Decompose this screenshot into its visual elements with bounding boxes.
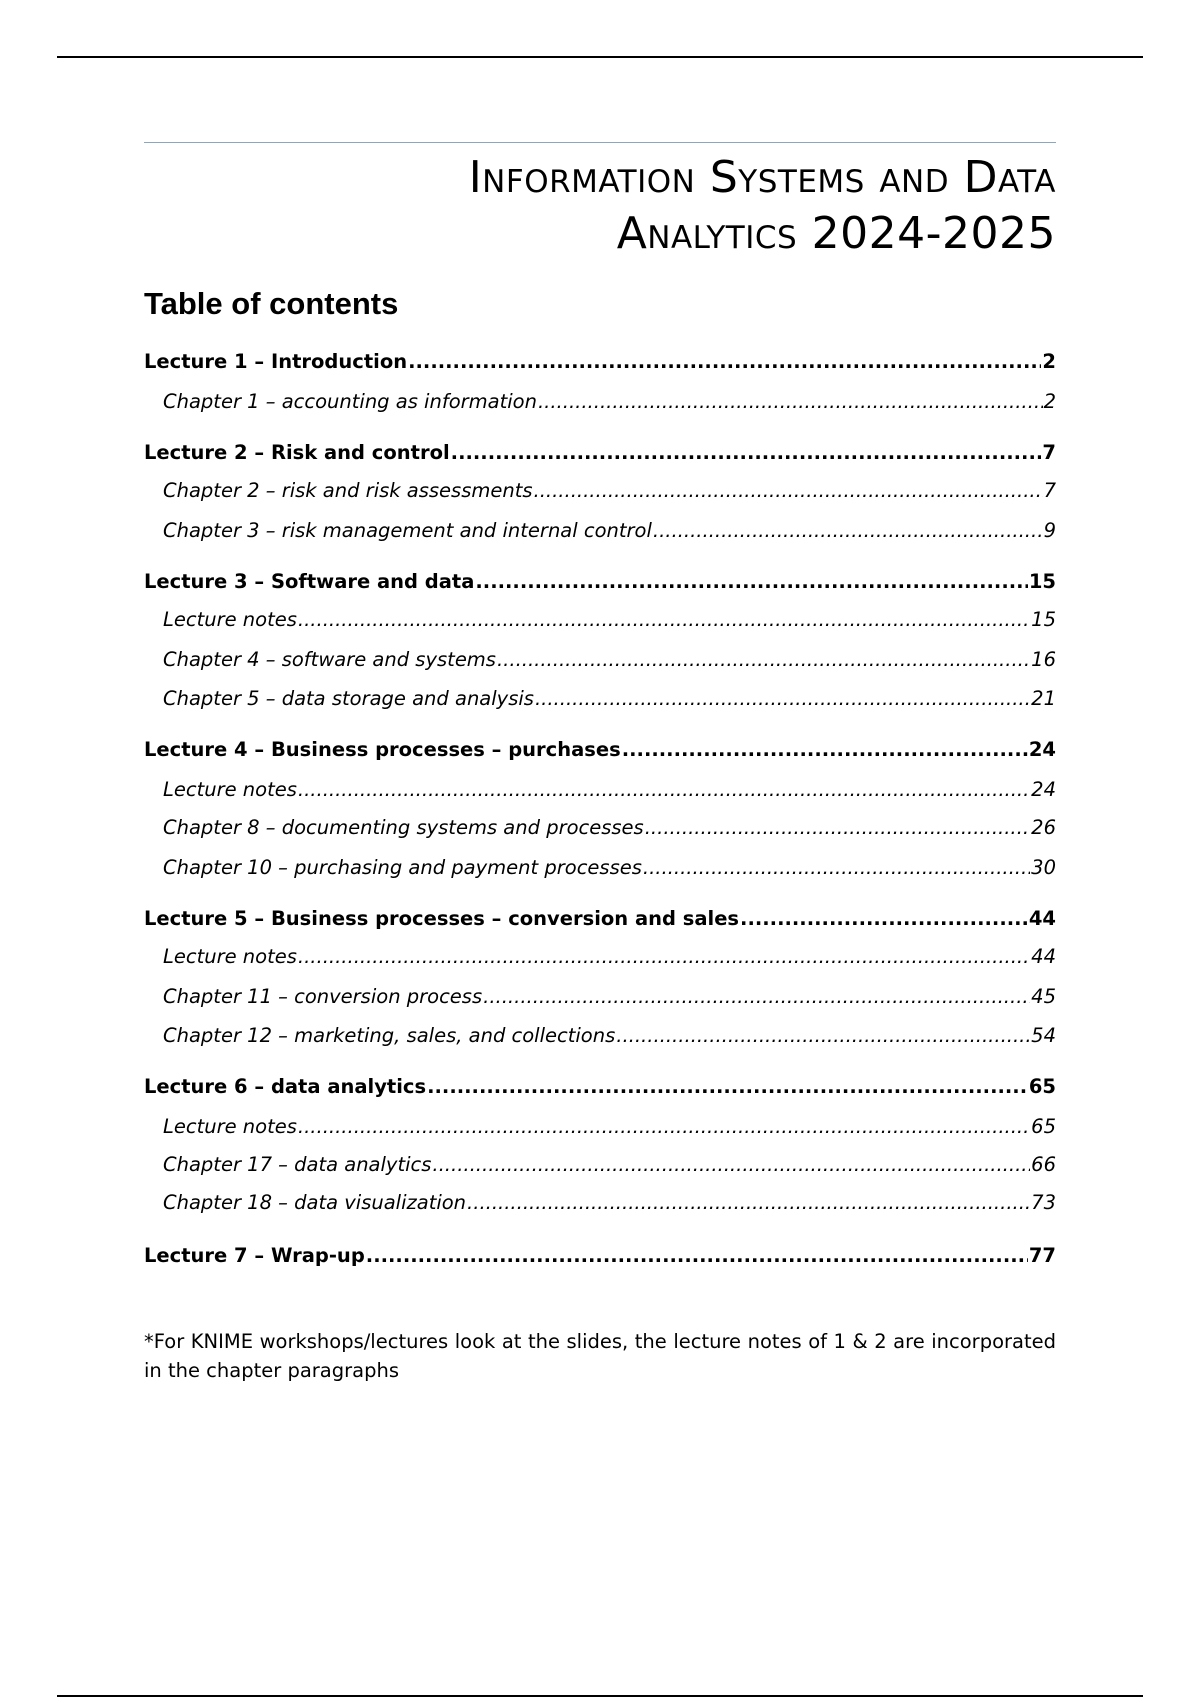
toc-dot-leader	[616, 1023, 1030, 1049]
toc-dot-leader	[475, 569, 1027, 595]
toc-entry-lecture-6[interactable]	[144, 1074, 1056, 1100]
page-bottom-rule	[57, 1695, 1143, 1697]
toc-entry-chapter-3[interactable]	[163, 518, 1056, 544]
toc-page-number: 30	[1031, 856, 1056, 879]
toc-entry-lecture-notes-5[interactable]	[163, 944, 1056, 970]
toc-entry-chapter-10[interactable]	[163, 855, 1056, 881]
toc-entry-lecture-4[interactable]	[144, 737, 1056, 763]
toc-page-number: 65	[1028, 1075, 1056, 1098]
toc-dot-leader	[653, 518, 1043, 544]
document-title	[144, 150, 1056, 262]
toc-page-number: 73	[1031, 1191, 1056, 1214]
toc-page-number: 54	[1031, 1024, 1056, 1047]
toc-entry-lecture-2[interactable]	[144, 440, 1056, 466]
toc-entry-text: Lecture 5 – Business processes – conversion and sales	[144, 907, 740, 930]
toc-page-number: 2	[1042, 350, 1056, 373]
toc-entry-chapter-5[interactable]	[163, 686, 1056, 712]
toc-entry-text: Chapter 17 – data analytics	[163, 1153, 432, 1176]
toc-entry-text: Lecture 2 – Risk and control	[144, 441, 450, 464]
toc-entry-text: Chapter 12 – marketing, sales, and collections	[163, 1024, 616, 1047]
toc-dot-leader	[534, 478, 1043, 504]
toc-entry-chapter-2[interactable]	[163, 478, 1056, 504]
toc-entry-text: Lecture 3 – Software and data	[144, 570, 475, 593]
toc-entry-chapter-12[interactable]	[163, 1023, 1056, 1049]
toc-entry-text: Chapter 8 – documenting systems and processes	[163, 816, 644, 839]
toc-page-number: 7	[1043, 479, 1056, 502]
toc-entry-text: Chapter 10 – purchasing and payment processes	[163, 856, 642, 879]
toc-dot-leader	[740, 906, 1028, 932]
toc-page-number: 26	[1031, 816, 1056, 839]
toc-dot-leader	[298, 1114, 1030, 1140]
page-top-rule	[57, 56, 1143, 58]
toc-entry-text: Chapter 1 – accounting as information	[163, 390, 537, 413]
toc-dot-leader	[645, 815, 1030, 841]
toc-entry-lecture-1[interactable]	[144, 349, 1056, 375]
toc-page-number: 15	[1028, 570, 1056, 593]
toc-page-number: 45	[1031, 985, 1056, 1008]
toc-page-number: 44	[1028, 907, 1056, 930]
toc-entry-chapter-8[interactable]	[163, 815, 1056, 841]
toc-dot-leader	[497, 647, 1030, 673]
toc-entry-text: Chapter 5 – data storage and analysis	[163, 687, 534, 710]
toc-dot-leader	[538, 389, 1043, 415]
toc-entry-lecture-7[interactable]	[144, 1243, 1056, 1269]
toc-entry-chapter-1[interactable]	[163, 389, 1056, 415]
toc-entry-lecture-notes-6[interactable]	[163, 1114, 1056, 1140]
toc-entry-chapter-18[interactable]	[163, 1190, 1056, 1216]
toc-dot-leader	[408, 349, 1041, 375]
toc-page-number: 44	[1031, 945, 1056, 968]
toc-entry-text: Lecture 7 – Wrap-up	[144, 1244, 365, 1267]
toc-entry-chapter-4[interactable]	[163, 647, 1056, 673]
toc-entry-text: Lecture 1 – Introduction	[144, 350, 408, 373]
toc-page-number: 15	[1031, 608, 1056, 631]
toc-entry-text: Lecture notes	[163, 778, 297, 801]
toc-page-number: 21	[1031, 687, 1056, 710]
toc-dot-leader	[467, 1190, 1030, 1216]
toc-entry-text: Lecture notes	[163, 608, 297, 631]
toc-entry-text: Lecture notes	[163, 1115, 297, 1138]
document-title-line-1: Information Systems and Data	[468, 152, 1056, 203]
toc-page-number: 65	[1031, 1115, 1056, 1138]
toc-entry-text: Chapter 11 – conversion process	[163, 985, 483, 1008]
toc-page-number: 66	[1031, 1153, 1056, 1176]
toc-entry-lecture-notes-3[interactable]	[163, 607, 1056, 633]
toc-entry-lecture-3[interactable]	[144, 569, 1056, 595]
toc-entry-text: Chapter 18 – data visualization	[163, 1191, 467, 1214]
footnote: *For KNIME workshops/lectures look at the slides, the lecture notes of 1 & 2 are incorporated in the chapter paragraphs	[144, 1330, 1056, 1382]
toc-entry-text: Chapter 2 – risk and risk assessments	[163, 479, 533, 502]
toc-page-number: 16	[1031, 648, 1056, 671]
toc-page-number: 24	[1028, 738, 1056, 761]
toc-dot-leader	[427, 1074, 1028, 1100]
toc-dot-leader	[451, 440, 1042, 466]
toc-entry-text: Lecture 6 – data analytics	[144, 1075, 427, 1098]
toc-dot-leader	[432, 1152, 1030, 1178]
toc-dot-leader	[298, 944, 1030, 970]
toc-dot-leader	[622, 737, 1028, 763]
toc-page-number: 7	[1042, 441, 1056, 464]
toc-entry-text: Chapter 3 – risk management and internal control	[163, 519, 652, 542]
toc-entry-text: Chapter 4 – software and systems	[163, 648, 496, 671]
title-rule	[144, 142, 1056, 143]
toc-page-number: 2	[1043, 390, 1056, 413]
toc-dot-leader	[366, 1243, 1028, 1269]
toc-entry-text: Lecture notes	[163, 945, 297, 968]
toc-dot-leader	[535, 686, 1030, 712]
toc-entry-chapter-17[interactable]	[163, 1152, 1056, 1178]
document-title-line-2: Analytics 2024-2025	[616, 208, 1056, 259]
toc-dot-leader	[298, 607, 1030, 633]
toc-heading: Table of contents	[144, 286, 399, 321]
toc-entry-chapter-11[interactable]	[163, 984, 1056, 1010]
toc-entry-lecture-5[interactable]	[144, 906, 1056, 932]
toc-page-number: 9	[1043, 519, 1056, 542]
toc-page-number: 24	[1031, 778, 1056, 801]
toc-dot-leader	[483, 984, 1030, 1010]
toc-page-number: 77	[1028, 1244, 1056, 1267]
toc-entry-lecture-notes-4[interactable]	[163, 777, 1056, 803]
toc-entry-text: Lecture 4 – Business processes – purchases	[144, 738, 621, 761]
toc-dot-leader	[643, 855, 1030, 881]
toc-dot-leader	[298, 777, 1030, 803]
